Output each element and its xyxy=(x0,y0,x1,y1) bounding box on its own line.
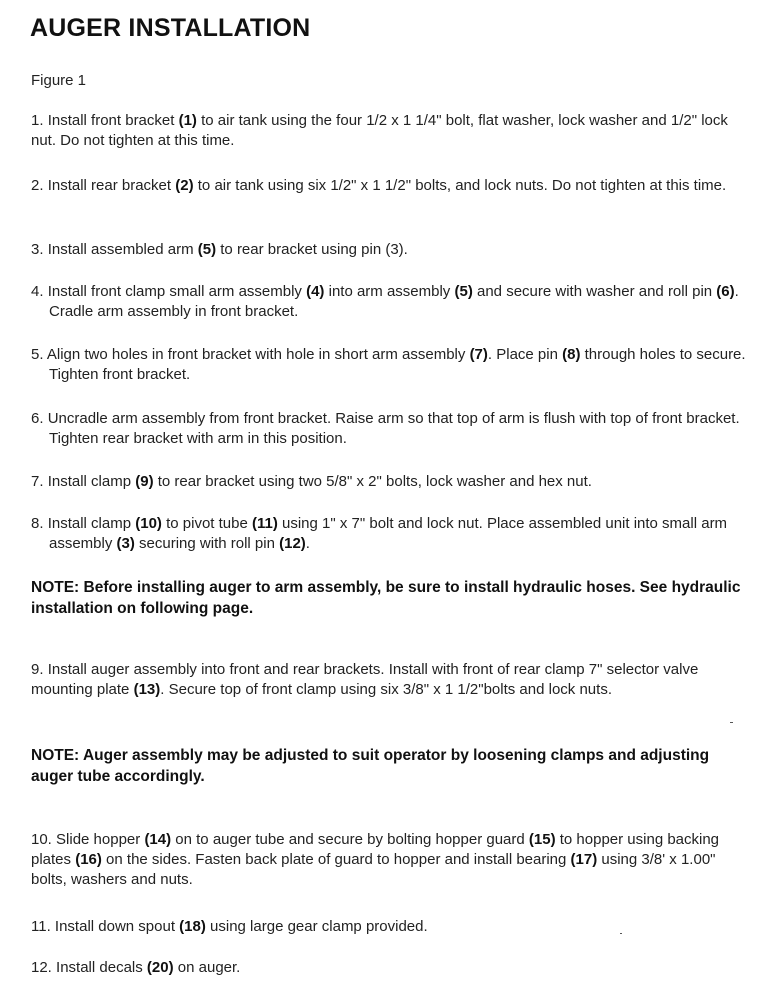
step-text: Install decals xyxy=(56,959,147,976)
part-number: (1) xyxy=(178,112,197,129)
part-number: (3) xyxy=(116,535,135,552)
step-number: 9. xyxy=(31,661,44,678)
step-number: 5. xyxy=(31,346,44,363)
part-number: (7) xyxy=(469,346,488,363)
step-number: 8. xyxy=(31,515,44,532)
instruction-step-3 xyxy=(31,240,769,260)
step-number: 10. xyxy=(31,831,52,848)
step-text: . Secure top of front clamp using six 3/8" x 1 1/2"bolts and lock nuts. xyxy=(160,681,612,698)
step-number: 11. xyxy=(31,918,51,935)
instruction-step-5 xyxy=(31,345,769,385)
page-title: AUGER INSTALLATION xyxy=(30,14,311,42)
step-text: . Cradle arm assembly in front bracket. xyxy=(49,283,739,320)
part-number: (6) xyxy=(716,283,735,300)
instruction-step-11 xyxy=(31,917,751,937)
step-text: to air tank using six 1/2" x 1 1/2" bolts, and lock nuts. Do not tighten at this time. xyxy=(193,177,727,194)
step-text: using 3/8' x 1.00" bolts, washers and nuts. xyxy=(31,851,716,888)
part-number: (8) xyxy=(562,346,581,363)
scan-speck xyxy=(730,722,733,723)
step-text: using large gear clamp provided. xyxy=(205,918,428,935)
step-text: Slide hopper xyxy=(56,831,145,848)
step-text: securing with roll pin xyxy=(134,535,280,552)
note-auger-adjustment: NOTE: Auger assembly may be adjusted to suit operator by loosening clamps and adjusting auger tube accordingly. xyxy=(31,747,710,785)
part-number: (18) xyxy=(179,918,206,935)
part-number: (14) xyxy=(144,831,172,848)
step-text: to air tank using the four 1/2 x 1 1/4" bolt, flat washer, lock washer and 1/2" lock nut. Do not tighten at this time. xyxy=(31,112,728,149)
step-text: on auger. xyxy=(173,959,241,976)
figure-label: Figure 1 xyxy=(31,72,87,89)
instruction-step-7 xyxy=(31,472,769,492)
step-number: 7. xyxy=(31,473,44,490)
step-number: 1. xyxy=(31,112,44,129)
part-number: (13) xyxy=(133,681,161,698)
step-text: . Place pin xyxy=(487,346,563,363)
part-number: (4) xyxy=(306,283,325,300)
step-text: Install down spout xyxy=(54,918,180,935)
part-number: (15) xyxy=(528,831,556,848)
part-number: (17) xyxy=(570,851,598,868)
step-text: through holes to secure. Tighten front bracket. xyxy=(49,346,746,383)
part-number: (11) xyxy=(251,515,278,532)
instruction-step-9 xyxy=(31,660,751,700)
step-text: Install front clamp small arm assembly xyxy=(47,283,307,300)
instruction-step-8 xyxy=(31,514,769,554)
step-text: Install front bracket xyxy=(47,112,179,129)
step-text: to rear bracket using pin (3). xyxy=(216,241,408,258)
step-text: using 1" x 7" bolt and lock nut. Place assembled unit into small arm assembly xyxy=(49,515,728,552)
part-number: (10) xyxy=(135,515,162,532)
step-text: into arm assembly xyxy=(324,283,455,300)
instruction-step-10 xyxy=(31,830,751,890)
part-number: (9) xyxy=(135,473,154,490)
step-text: on the sides. Fasten back plate of guard to hopper and install bearing xyxy=(101,851,571,868)
step-number: 12. xyxy=(31,959,52,976)
step-number: 6. xyxy=(31,410,44,427)
step-text: Install rear bracket xyxy=(47,177,176,194)
step-text: to hopper using backing plates xyxy=(31,831,720,868)
step-text: Install clamp xyxy=(47,515,136,532)
step-number: 3. xyxy=(31,241,44,258)
instruction-step-2 xyxy=(31,176,769,196)
note-hydraulic-hoses: NOTE: Before installing auger to arm assembly, be sure to install hydraulic hoses. See hydraulic installation on following page. xyxy=(31,579,741,617)
part-number: (20) xyxy=(146,959,174,976)
part-number: (16) xyxy=(75,851,102,868)
part-number: (5) xyxy=(197,241,217,258)
part-number: (12) xyxy=(279,535,306,552)
step-text: to pivot tube xyxy=(161,515,252,532)
step-text: on to auger tube and secure by bolting hopper guard xyxy=(171,831,529,848)
step-text: Install assembled arm xyxy=(47,241,198,258)
step-text: Uncradle arm assembly from front bracket. Raise arm so that top of arm is flush with top of front bracket. Tighten rear bracket with arm in this position. xyxy=(47,410,740,447)
instruction-step-12 xyxy=(31,958,751,978)
step-text: and secure with washer and roll pin xyxy=(472,283,717,300)
step-text: Align two holes in front bracket with hole in short arm assembly xyxy=(46,346,470,363)
step-number: 4. xyxy=(31,283,44,300)
part-number: (5) xyxy=(454,283,473,300)
step-number: 2. xyxy=(31,177,44,194)
step-text: to rear bracket using two 5/8" x 2" bolts, lock washer and hex nut. xyxy=(153,473,592,490)
scan-speck xyxy=(620,933,622,934)
instruction-step-6 xyxy=(31,409,769,449)
step-text: Install auger assembly into front and rear brackets. Install with front of rear clamp 7" selector valve mounting plate xyxy=(31,661,699,698)
step-text: . xyxy=(305,535,310,552)
instruction-step-4 xyxy=(31,282,769,322)
step-text: Install clamp xyxy=(47,473,136,490)
instruction-step-1 xyxy=(31,111,751,151)
part-number: (2) xyxy=(175,177,194,194)
